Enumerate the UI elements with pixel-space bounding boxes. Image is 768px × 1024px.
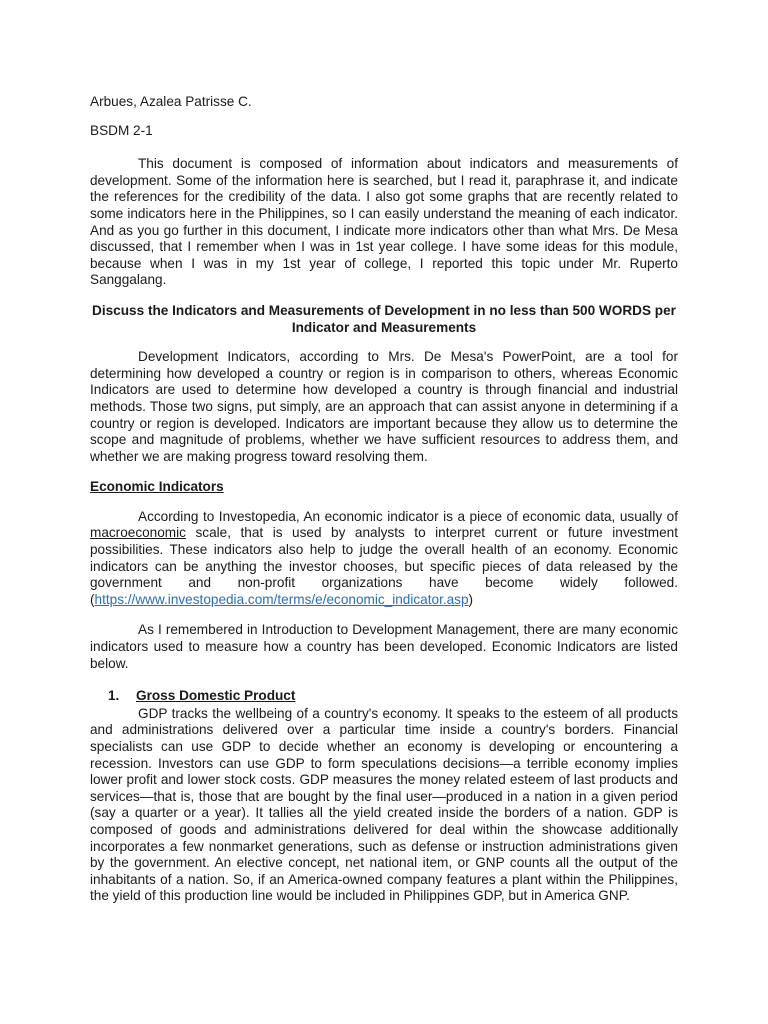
definition-text-start: According to Investopedia, An economic indicator is a piece of economic data, usually of xyxy=(138,508,678,524)
list-item-number: 1. xyxy=(108,688,120,704)
assignment-heading: Discuss the Indicators and Measurements of Development in no less than 500 WORDS per Indicator and Measurements xyxy=(92,302,676,335)
author-name: Arbues, Azalea Patrisse C. xyxy=(90,94,252,109)
definition-text-end: ) xyxy=(468,591,474,607)
document-body xyxy=(90,94,678,905)
list-item-heading xyxy=(90,688,678,705)
definition-text-middle: scale, that is used by analysts to interpret current or future investment possibilities. These indicators also help to judge the overall health of an economy. Economic indicators can be anything the investor chooses, but specific pieces of data released by the government and non-profit organizations have become widely followed. ( xyxy=(90,525,678,607)
course-section: BSDM 2-1 xyxy=(90,122,153,138)
intro-paragraph: This document is composed of information about indicators and measurements of development. Some of the information here is searched, but I read it, paraphrase it, and indicate the references for the credibility of the data. I also got some graphs that are recently related to some indicators here in the Philippines, so I can easily understand the meaning of each indicator. And as you go further in this document, I indicate more indicators other than what Mrs. De Mesa discussed, that I remember when I was in 1st year college. I have some ideas for this module, because when I was in my 1st year of college, I reported this topic under Mr. Ruperto Sanggalang. xyxy=(90,156,678,288)
economic-indicator-definition-paragraph xyxy=(90,509,678,609)
list-item-title: Gross Domestic Product xyxy=(136,688,296,704)
macroeconomic-term: macroeconomic xyxy=(90,525,186,541)
economic-indicators-title: Economic Indicators xyxy=(90,479,224,495)
investopedia-link[interactable]: https://www.investopedia.com/terms/e/economic_indicator.asp xyxy=(94,591,469,607)
gdp-paragraph: GDP tracks the wellbeing of a country's economy. It speaks to the esteem of all products and administrations delivered over a particular time inside a country's borders. Financial specialists can use GDP to decide whether an economy is developing or encountering a recession. Investors can use GDP to form speculations decisions—a terrible economy implies lower profit and lower stock costs. GDP measures the money related esteem of last products and services—that is, those that are bought by the final user—produced in a nation in a given period (say a quarter or a year). It tallies all the yield created inside the borders of a nation. GDP is composed of goods and administrations delivered for deal within the showcase additionally incorporates a few nonmarket generations, such as defense or instruction administrations given by the government. An elective concept, net national item, or GNP counts all the output of the inhabitants of a nation. So, if an America-owned company features a plant within the Philippines, the yield of this production line would be included in Philippines GDP, but in America GNP. xyxy=(90,705,678,904)
development-indicators-paragraph: Development Indicators, according to Mrs. De Mesa's PowerPoint, are a tool for determining how developed a country or region is in comparison to others, whereas Economic Indicators are used to determine how developed a country is through financial and industrial methods. Those two signs, put simply, are an approach that can assist anyone in determining if a country or region is developed. Indicators are important because they allow us to determine the scope and magnitude of problems, whether we have sufficient resources to address them, and whether we are making progress toward resolving them. xyxy=(90,349,678,464)
economic-indicators-intro-paragraph: As I remembered in Introduction to Development Management, there are many economic indicators used to measure how a country has been developed. Economic Indicators are listed below. xyxy=(90,622,678,671)
